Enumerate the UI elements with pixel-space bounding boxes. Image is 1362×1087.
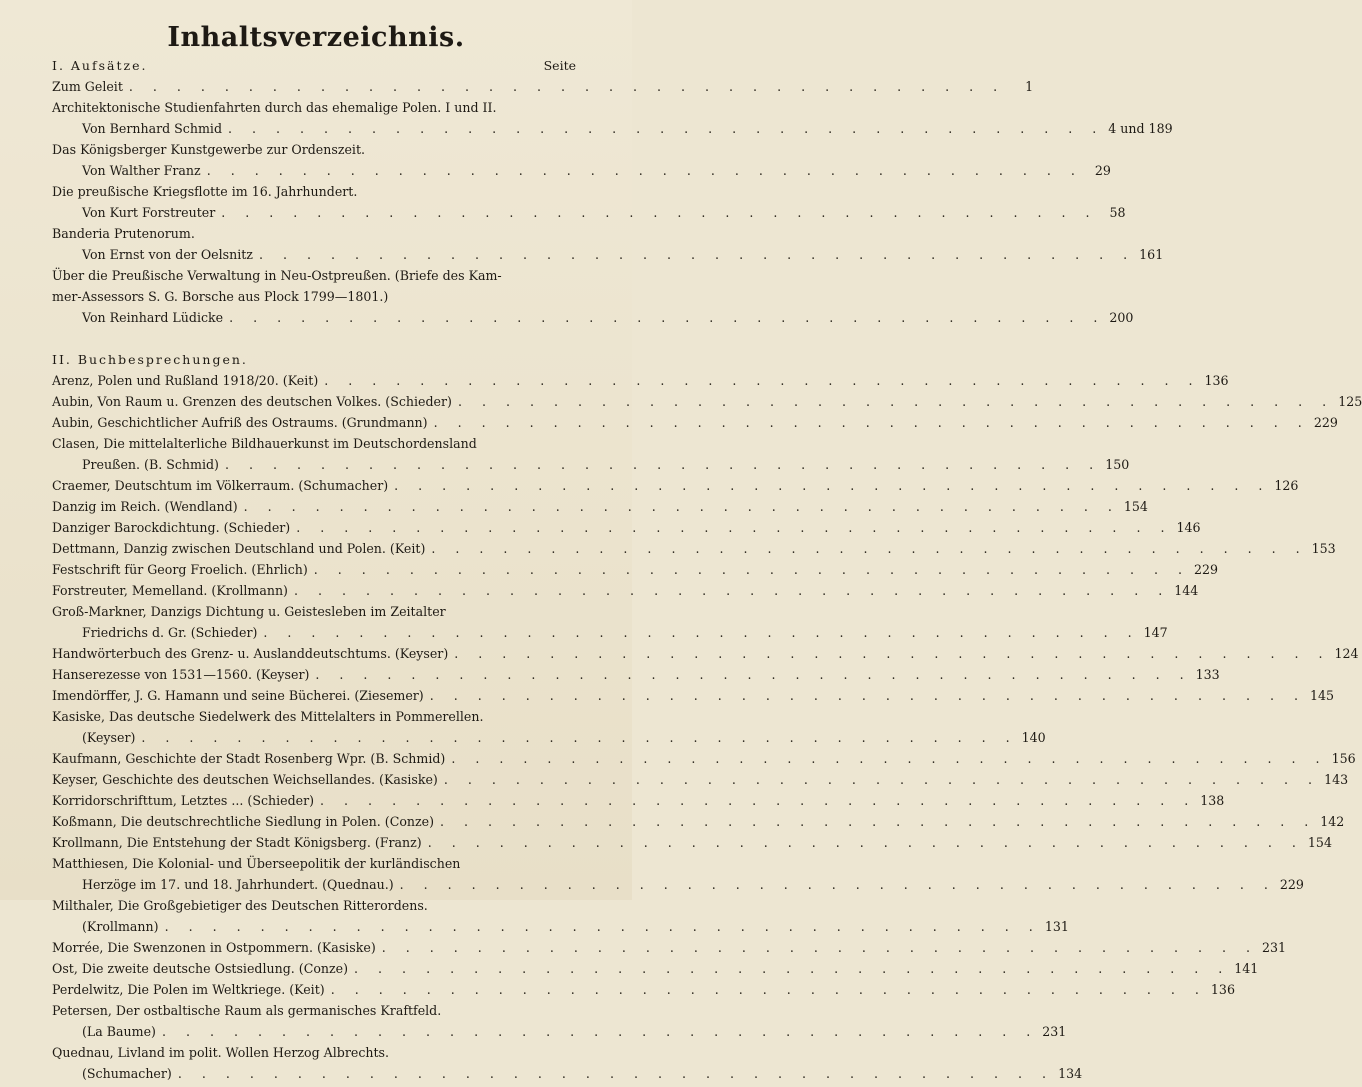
toc-entry-page: 154	[1123, 499, 1148, 514]
leader-dots: . . . . . . . . . . . . . . . . . . . . . . . . . . . . . . . . . . . . .	[354, 961, 1231, 976]
leader-dots: . . . . . . . . . . . . . . . . . . . . . . . . . . . . . . . . . . . . .	[330, 982, 1207, 997]
leader-dots: . . . . . . . . . . . . . . . . . . . . . . . . . . . . . . . . . . . . .	[433, 415, 1310, 430]
leader-dots: . . . . . . . . . . . . . . . . . . . . . . . . . . . . . . . . . . . . .	[443, 772, 1321, 787]
leader-dots: . . . . . . . . . . . . . . . . . . . . . . . . . . . . . . . . . . . . .	[128, 79, 1006, 94]
leader-dots: . . . . . . . . . . . . . . . . . . . . . . . . . . . . . . . . . . . . .	[293, 583, 1171, 598]
toc-entry-text: Morrée, Die Swenzonen in Ostpommern. (Kasiske)	[52, 940, 376, 955]
section-heading-label: I. Aufsätze.	[52, 58, 148, 73]
toc-entry	[52, 163, 1111, 184]
toc-entry	[52, 1045, 576, 1066]
toc-entry-page: 134	[1058, 1066, 1083, 1081]
toc-entry-text: Craemer, Deutschtum im Völkerraum. (Schumacher)	[52, 478, 389, 493]
toc-entry-page: 231	[1042, 1024, 1067, 1039]
toc-entry-page: 126	[1274, 478, 1299, 493]
toc-entry-page: 131	[1044, 919, 1069, 934]
toc-entry	[52, 457, 1130, 478]
toc-entry-page: 154	[1307, 835, 1332, 850]
toc-entry-text: Perdelwitz, Die Polen im Weltkriege. (Keit)	[52, 982, 325, 997]
toc-entry	[52, 709, 576, 730]
toc-entry-text: Groß-Markner, Danzigs Dichtung u. Geistesleben im Zeitalter	[52, 604, 446, 619]
toc-entry-text: Von Reinhard Lüdicke	[82, 310, 224, 325]
toc-entry	[52, 856, 576, 877]
toc-entry	[52, 373, 1229, 394]
toc-entry-text: Koßmann, Die deutschrechtliche Siedlung in Polen. (Conze)	[52, 814, 435, 829]
toc-entry	[52, 247, 1164, 268]
toc-entry	[52, 835, 1332, 856]
leader-dots: . . . . . . . . . . . . . . . . . . . . . . . . . . . . . . . . . . . . .	[243, 499, 1120, 514]
leader-dots: . . . . . . . . . . . . . . . . . . . . . . . . . . . . . . . . . . . . .	[177, 1066, 1055, 1081]
toc-entry	[52, 499, 1148, 520]
toc-entry-text: Quednau, Livland im polit. Wollen Herzog Albrechts.	[52, 1045, 390, 1060]
toc-entry-text: Ost, Die zweite deutsche Ostsiedlung. (Conze)	[52, 961, 349, 976]
section-buchbesprechungen-list	[52, 373, 1362, 1087]
toc-entry	[52, 541, 1336, 562]
toc-entry-text: Über die Preußische Verwaltung in Neu-Ostpreußen. (Briefe des Kam-	[52, 268, 502, 283]
leader-dots: . . . . . . . . . . . . . . . . . . . . . . . . . . . . . . . . . . . . .	[324, 373, 1201, 388]
leader-dots: . . . . . . . . . . . . . . . . . . . . . . . . . . . . . . . . . . . . .	[313, 562, 1191, 577]
leader-dots: . . . . . . . . . . . . . . . . . . . . . . . . . . . . . . . . . . . . .	[427, 835, 1304, 850]
toc-entry-text: Friedrichs d. Gr. (Schieder)	[82, 625, 258, 640]
toc-entry-text: Hanserezesse von 1531—1560. (Keyser)	[52, 667, 310, 682]
toc-entry	[52, 751, 1356, 772]
toc-entry	[52, 772, 1349, 793]
toc-entry-text: Forstreuter, Memelland. (Krollmann)	[52, 583, 288, 598]
toc-entry-page: 140	[1021, 730, 1046, 745]
toc-entry-text: Aubin, Von Raum u. Grenzen des deutschen Volkes. (Schieder)	[52, 394, 452, 409]
leader-dots: . . . . . . . . . . . . . . . . . . . . . . . . . . . . . . . . . . . . .	[206, 163, 1083, 178]
toc-entry-text: Zum Geleit	[52, 79, 123, 94]
toc-entry-text: Korridorschrifttum, Letztes ... (Schieder)	[52, 793, 315, 808]
toc-entry	[52, 940, 1287, 961]
leader-dots: . . . . . . . . . . . . . . . . . . . . . . . . . . . . . . . . . . . . .	[457, 394, 1335, 409]
toc-entry-page: 153	[1311, 541, 1336, 556]
toc-entry-text: Dettmann, Danzig zwischen Deutschland und Polen. (Keit)	[52, 541, 426, 556]
leader-dots: . . . . . . . . . . . . . . . . . . . . . . . . . . . . . . . . . . . . .	[258, 247, 1136, 262]
section-gap	[52, 331, 576, 352]
leader-dots: . . . . . . . . . . . . . . . . . . . . . . . . . . . . . . . . . . . . .	[228, 121, 1105, 136]
leader-dots: . . . . . . . . . . . . . . . . . . . . . . . . . . . . . . . . . . . . .	[229, 310, 1106, 325]
toc-entry-page: 1	[1025, 79, 1034, 94]
toc-entry-page: 136	[1204, 373, 1229, 388]
toc-entry	[52, 121, 1173, 142]
page-title: Inhaltsverzeichnis.	[167, 22, 465, 53]
toc-entry-text: Imendörffer, J. G. Hamann und seine Bücherei. (Ziesemer)	[52, 688, 424, 703]
toc-entry-page: 4 und 189	[1108, 121, 1173, 136]
toc-entry-text: Keyser, Geschichte des deutschen Weichsellandes. (Kasiske)	[52, 772, 438, 787]
toc-entry	[52, 1066, 1083, 1087]
leader-dots: . . . . . . . . . . . . . . . . . . . . . . . . . . . . . . . . . . . . .	[320, 793, 1197, 808]
toc-entry-page: 156	[1331, 751, 1356, 766]
section-heading-label: II. Buchbesprechungen.	[52, 352, 248, 367]
leader-dots: . . . . . . . . . . . . . . . . . . . . . . . . . . . . . . . . . . . . .	[161, 1024, 1039, 1039]
toc-entry-page: 141	[1234, 961, 1259, 976]
toc-entry-text: mer-Assessors S. G. Borsche aus Plock 1799—1801.)	[52, 289, 389, 304]
toc-entry-text: Festschrift für Georg Froelich. (Ehrlich)	[52, 562, 308, 577]
toc-entry	[52, 205, 1126, 226]
toc-entry-text: Kasiske, Das deutsche Siedelwerk des Mittelalters in Pommerellen.	[52, 709, 484, 724]
leader-dots: . . . . . . . . . . . . . . . . . . . . . . . . . . . . . . . . . . . . .	[315, 667, 1192, 682]
toc-entry	[52, 79, 1034, 100]
toc-entry	[52, 793, 1225, 814]
toc-entry	[52, 268, 576, 289]
toc-entry-text: Kaufmann, Geschichte der Stadt Rosenberg Wpr. (B. Schmid)	[52, 751, 446, 766]
toc-entry-page: 150	[1105, 457, 1130, 472]
toc-entry-page: 145	[1309, 688, 1335, 703]
toc-entry-page: 229	[1313, 415, 1338, 430]
toc-entry	[52, 730, 1046, 751]
toc-entry-text: Milthaler, Die Großgebietiger des Deutschen Ritterordens.	[52, 898, 428, 913]
toc-entry-text: Preußen. (B. Schmid)	[82, 457, 219, 472]
toc-entry	[52, 646, 1359, 667]
toc-entry-text: Architektonische Studienfahrten durch das ehemalige Polen. I und II.	[52, 100, 497, 115]
leader-dots: . . . . . . . . . . . . . . . . . . . . . . . . . . . . . . . . . . . . .	[454, 646, 1331, 661]
toc-entry	[52, 520, 1201, 541]
toc-entry-text: Handwörterbuch des Grenz- u. Auslanddeutschtums. (Keyser)	[52, 646, 449, 661]
page-column-label: Seite	[543, 58, 576, 73]
toc-entry-text: Krollmann, Die Entstehung der Stadt Königsberg. (Franz)	[52, 835, 422, 850]
toc-entry	[52, 919, 1069, 940]
toc-entry-page: 133	[1195, 667, 1220, 682]
toc-entry-text: (La Baume)	[82, 1024, 156, 1039]
toc-entry-text: Aubin, Geschichtlicher Aufriß des Ostraums. (Grundmann)	[52, 415, 428, 430]
leader-dots: . . . . . . . . . . . . . . . . . . . . . . . . . . . . . . . . . . . . .	[296, 520, 1173, 535]
toc-entry-page: 124	[1334, 646, 1359, 661]
leader-dots: . . . . . . . . . . . . . . . . . . . . . . . . . . . . . . . . . . . . .	[381, 940, 1259, 955]
toc-entry-text: Clasen, Die mittelalterliche Bildhauerkunst im Deutschordensland	[52, 436, 477, 451]
toc-entry-text: Von Bernhard Schmid	[82, 121, 223, 136]
toc-entry-page: 231	[1262, 940, 1287, 955]
toc-entry	[52, 814, 1345, 835]
leader-dots: . . . . . . . . . . . . . . . . . . . . . . . . . . . . . . . . . . . . .	[394, 478, 1271, 493]
toc-entry-text: Das Königsberger Kunstgewerbe zur Ordenszeit.	[52, 142, 366, 157]
leader-dots: . . . . . . . . . . . . . . . . . . . . . . . . . . . . . . . . . . . . .	[451, 751, 1328, 766]
leader-dots: . . . . . . . . . . . . . . . . . . . . . . . . . . . . . . . . . . . . .	[164, 919, 1041, 934]
toc-entry-page: 229	[1194, 562, 1219, 577]
toc-entry-page: 147	[1143, 625, 1168, 640]
toc-entry	[52, 688, 1335, 709]
leader-dots: . . . . . . . . . . . . . . . . . . . . . . . . . . . . . . . . . . . . .	[221, 205, 1098, 220]
toc-entry-page: 200	[1109, 310, 1134, 325]
leader-dots: . . . . . . . . . . . . . . . . . . . . . . . . . . . . . . . . . . . . .	[224, 457, 1102, 472]
toc-entry-page: 161	[1139, 247, 1164, 262]
toc-entry-text: Herzöge im 17. und 18. Jahrhundert. (Quednau.)	[82, 877, 394, 892]
section-heading-aufsaetze	[52, 58, 576, 79]
toc-entry-text: Von Walther Franz	[82, 163, 201, 178]
leader-dots: . . . . . . . . . . . . . . . . . . . . . . . . . . . . . . . . . . . . .	[440, 814, 1317, 829]
toc-entry	[52, 184, 576, 205]
toc-entry-text: Danzig im Reich. (Wendland)	[52, 499, 238, 514]
toc-entry	[52, 898, 576, 919]
toc-entry	[52, 310, 1134, 331]
toc-entry-text: Matthiesen, Die Kolonial- und Überseepolitik der kurländischen	[52, 856, 461, 871]
toc-entry-page: 144	[1174, 583, 1199, 598]
toc-entry	[52, 583, 1199, 604]
toc-entry	[52, 142, 576, 163]
toc-entry-page: 142	[1320, 814, 1345, 829]
toc-entry-text: Von Ernst von der Oelsnitz	[82, 247, 253, 262]
toc-entry-page: 136	[1210, 982, 1235, 997]
toc-entry	[52, 478, 1299, 499]
toc-entry	[52, 667, 1220, 688]
toc-entry-page: 143	[1324, 772, 1349, 787]
toc-entry-page: 58	[1109, 205, 1126, 220]
toc-entry	[52, 982, 1235, 1003]
section-aufsaetze-list	[52, 79, 1173, 331]
toc-entry-text: Die preußische Kriegsflotte im 16. Jahrhundert.	[52, 184, 358, 199]
toc-entry	[52, 877, 1304, 898]
toc-entry	[52, 961, 1259, 982]
toc-entry	[52, 226, 576, 247]
leader-dots: . . . . . . . . . . . . . . . . . . . . . . . . . . . . . . . . . . . . .	[429, 688, 1306, 703]
toc-entry-page: 138	[1200, 793, 1225, 808]
toc-entry-page: 29	[1094, 163, 1111, 178]
toc-entry	[52, 415, 1338, 436]
toc-entry	[52, 394, 1362, 415]
toc-entry-page: 146	[1176, 520, 1201, 535]
toc-entry-page: 125	[1338, 394, 1362, 409]
toc-entry	[52, 100, 576, 121]
toc-entry-text: (Krollmann)	[82, 919, 159, 934]
toc-entry-page: 229	[1279, 877, 1304, 892]
leader-dots: . . . . . . . . . . . . . . . . . . . . . . . . . . . . . . . . . . . . .	[263, 625, 1140, 640]
leader-dots: . . . . . . . . . . . . . . . . . . . . . . . . . . . . . . . . . . . . .	[141, 730, 1018, 745]
toc-entry	[52, 289, 576, 310]
toc-entry-text: (Keyser)	[82, 730, 136, 745]
toc-entry	[52, 604, 576, 625]
section-heading-buchbesprechungen	[52, 352, 576, 373]
toc-entry-text: Danziger Barockdichtung. (Schieder)	[52, 520, 291, 535]
toc-entry	[52, 562, 1219, 583]
toc-entry-text: Arenz, Polen und Rußland 1918/20. (Keit)	[52, 373, 319, 388]
toc-entry-text: Petersen, Der ostbaltische Raum als germanisches Kraftfeld.	[52, 1003, 442, 1018]
toc-entry-text: (Schumacher)	[82, 1066, 172, 1081]
toc-entry	[52, 625, 1168, 646]
toc-entry-text: Banderia Prutenorum.	[52, 226, 195, 241]
leader-dots: . . . . . . . . . . . . . . . . . . . . . . . . . . . . . . . . . . . . .	[431, 541, 1308, 556]
toc-entry	[52, 1003, 576, 1024]
leader-dots: . . . . . . . . . . . . . . . . . . . . . . . . . . . . . . . . . . . . .	[399, 877, 1276, 892]
toc-entry-text: Von Kurt Forstreuter	[82, 205, 216, 220]
table-of-contents	[52, 58, 1362, 1087]
toc-entry	[52, 436, 576, 457]
toc-entry	[52, 1024, 1067, 1045]
